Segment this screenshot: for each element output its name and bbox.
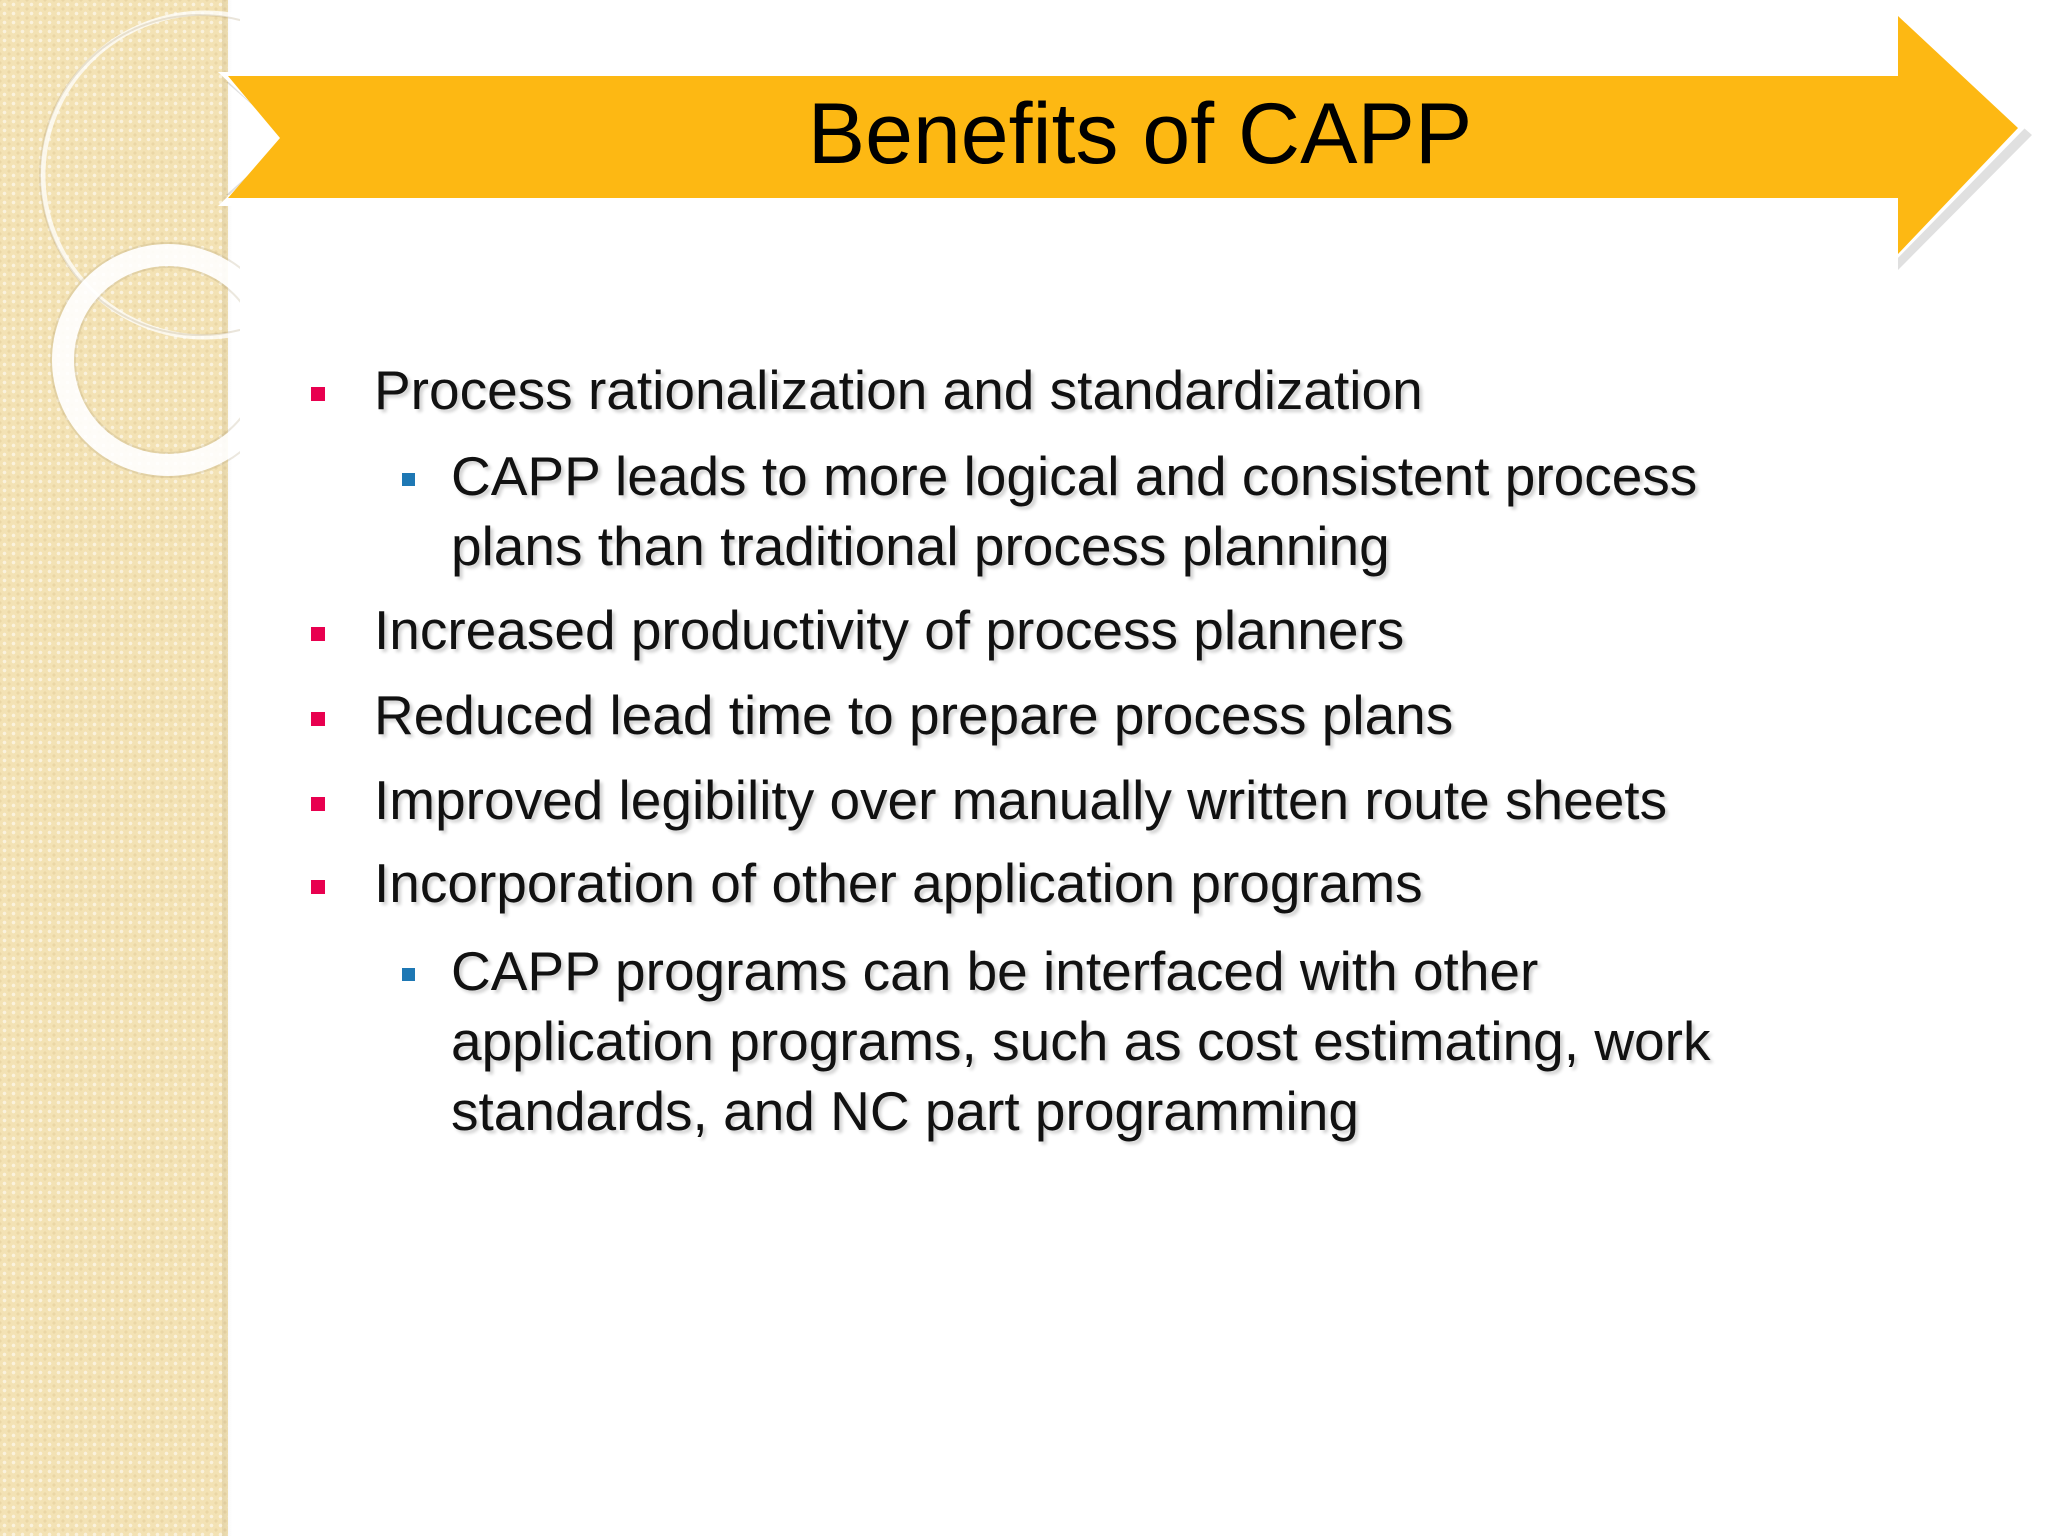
bullet-item-level2-line: standards, and NC part programming	[451, 1080, 1359, 1142]
bullet-item-level1: Reduced lead time to prepare process plans	[374, 684, 1454, 746]
bullet-item-level2-line: plans than traditional process planning	[451, 515, 1390, 577]
bullet-marker-level1	[311, 797, 325, 811]
bullet-marker-level1	[311, 627, 325, 641]
bullet-item-level2-line: CAPP programs can be interfaced with other	[451, 940, 1539, 1002]
bullet-item-level1: Incorporation of other application programs	[374, 852, 1423, 914]
bullet-item-level1: Increased productivity of process planners	[374, 599, 1405, 661]
slide-title: Benefits of CAPP	[807, 86, 1473, 182]
bullet-marker-level1	[311, 712, 325, 726]
bullet-marker-level1	[311, 387, 325, 401]
bullet-item-level1: Process rationalization and standardization	[374, 359, 1423, 421]
bullet-item-level2-line: CAPP leads to more logical and consistent process	[451, 445, 1698, 507]
bullet-item-level1: Improved legibility over manually written route sheets	[374, 769, 1668, 831]
bullet-item-level2-line: application programs, such as cost estimating, work	[451, 1010, 1711, 1072]
bullet-marker-level1	[311, 880, 325, 894]
bullet-marker-level2	[402, 473, 415, 486]
bullet-marker-level2	[402, 968, 415, 981]
